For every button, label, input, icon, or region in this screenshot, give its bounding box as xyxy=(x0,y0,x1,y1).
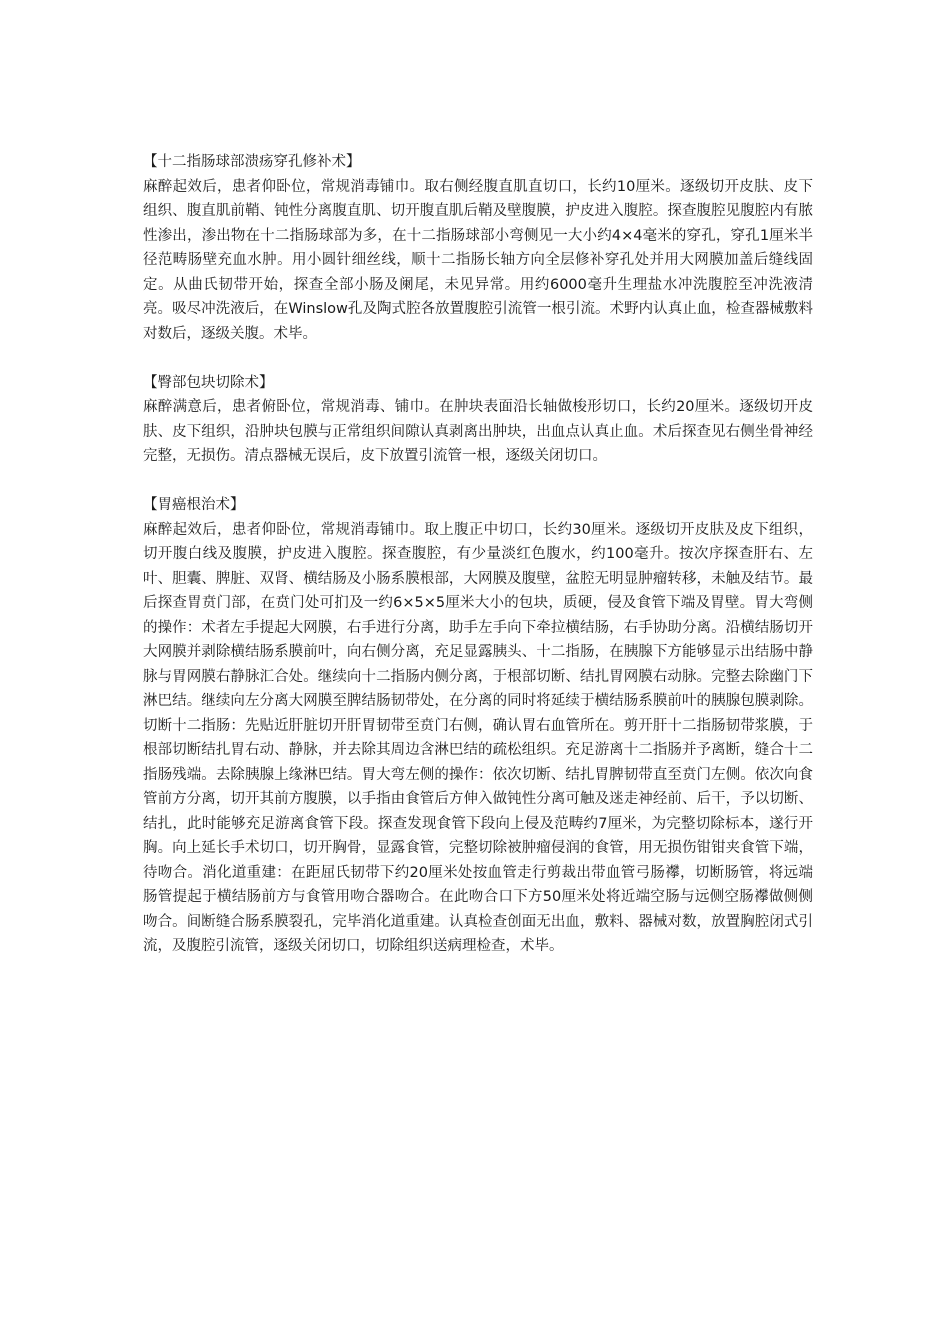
section-radical-gastrectomy xyxy=(143,493,813,959)
section-paragraph: 麻醉起效后，患者仰卧位，常规消毒铺巾。取上腹正中切口，长约30厘米。逐级切开皮肤及皮下组织，切开腹白线及腹膜，护皮进入腹腔。探查腹腔，有少量淡红色腹水，约100毫升。按次序探查肝右、左叶、胆囊、脾脏、双肾、横结肠及小肠系膜根部，大网膜及腹壁，盆腔无明显肿瘤转移，未触及结节。最后探查胃贲门部，在贲门处可扪及一约6×5×5厘米大小的包块，质硬，侵及食管下端及胃壁。胃大弯侧的操作：术者左手提起大网膜，右手进行分离，助手左手向下牵拉横结肠，右手协助分离。沿横结肠切开大网膜并剥除横结肠系膜前叶，向右侧分离，充足显露胰头、十二指肠，在胰腺下方能够显示出结肠中静脉与胃网膜右静脉汇合处。继续向十二指肠内侧分离，于根部切断、结扎胃网膜右动脉。完整去除幽门下淋巴结。继续向左分离大网膜至脾结肠韧带处，在分离的同时将延续于横结肠系膜前叶的胰腺包膜剥除。切断十二指肠：先贴近肝脏切开肝胃韧带至贲门右侧，确认胃右血管所在。剪开肝十二指肠韧带浆膜，于根部切断结扎胃右动、静脉，并去除其周边含淋巴结的疏松组织。充足游离十二指肠并予离断，缝合十二指肠残端。去除胰腺上缘淋巴结。胃大弯左侧的操作：依次切断、结扎胃脾韧带直至贲门左侧。依次向食管前方分离，切开其前方腹膜，以手指由食管后方伸入做钝性分离可触及迷走神经前、后干，予以切断、结扎，此时能够充足游离食管下段。探查发现食管下段向上侵及范畴约7厘米，为完整切除标本，遂行开胸。向上延长手术切口，切开胸骨，显露食管，完整切除被肿瘤侵润的食管，用无损伤钳钳夹食管下端，待吻合。消化道重建：在距屈氏韧带下约20厘米处按血管走行剪裁出带血管弓肠襻，切断肠管，将远端肠管提起于横结肠前方与食管用吻合器吻合。在此吻合口下方50厘米处将近端空肠与远侧空肠襻做侧侧吻合。间断缝合肠系膜裂孔，完毕消化道重建。认真检查创面无出血，敷料、器械对数，放置胸腔闭式引流，及腹腔引流管，逐级关闭切口，切除组织送病理检查，术毕。 xyxy=(143,521,813,954)
section-duodenal-perforation-repair xyxy=(143,150,813,346)
section-paragraph: 麻醉起效后，患者仰卧位，常规消毒铺巾。取右侧经腹直肌直切口，长约10厘米。逐级切开皮肤、皮下组织、腹直肌前鞘、钝性分离腹直肌、切开腹直肌后鞘及壁腹膜，护皮进入腹腔。探查腹腔见腹腔内有脓性渗出，渗出物在十二指肠球部为多，在十二指肠球部小弯侧见一大小约4×4毫米的穿孔，穿孔1厘米半径范畴肠壁充血水肿。用小圆针细丝线，顺十二指肠长轴方向全层修补穿孔处并用大网膜加盖后缝线固定。从曲氏韧带开始，探查全部小肠及阑尾，未见异常。用约6000毫升生理盐水冲洗腹腔至冲洗液清亮。吸尽冲洗液后，在Winslow孔及陶式腔各放置腹腔引流管一根引流。术野内认真止血，检查器械敷料对数后，逐级关腹。术毕。 xyxy=(143,178,813,342)
section-heading: 【胃癌根治术】 xyxy=(143,497,245,513)
section-buttock-mass-excision xyxy=(143,371,813,469)
section-heading: 【臀部包块切除术】 xyxy=(143,374,274,391)
document-body xyxy=(143,150,813,959)
section-paragraph: 麻醉满意后，患者俯卧位，常规消毒、铺巾。在肿块表面沿长轴做梭形切口，长约20厘米。逐级切开皮肤、皮下组织，沿肿块包膜与正常组织间隙认真剥离出肿块，出血点认真止血。术后探查见右侧坐骨神经完整，无损伤。清点器械无误后，皮下放置引流管一根，逐级关闭切口。 xyxy=(143,399,813,464)
section-heading: 【十二指肠球部溃疡穿孔修补术】 xyxy=(143,154,361,170)
